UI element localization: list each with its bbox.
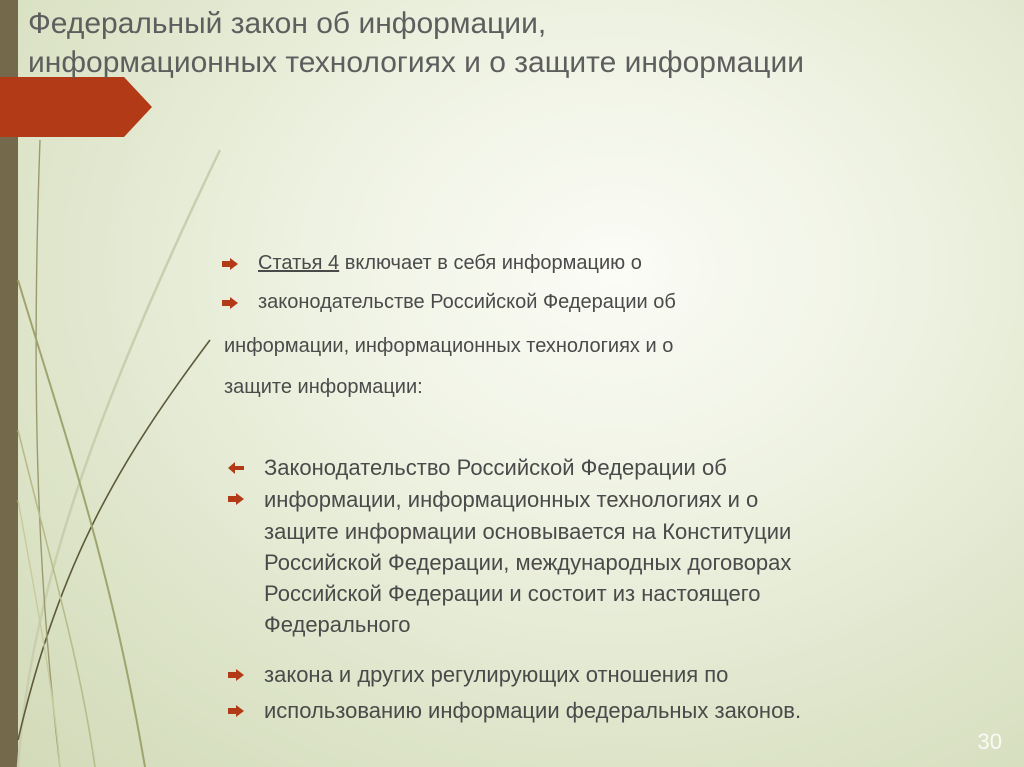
block1-line-1 — [258, 250, 642, 276]
bullet-arrow-right-icon — [222, 297, 238, 309]
article-4-link[interactable]: Статья 4 — [258, 252, 340, 274]
block2-line-4: Российской Федерации, международных договорах — [264, 550, 792, 575]
slide-title — [28, 4, 1018, 82]
block1-line-2: законодательстве Российской Федерации об — [258, 291, 676, 313]
block2-line-3: защите информации основывается на Конституции — [264, 519, 792, 544]
block1-line-1-text: включает в себя информацию о — [339, 252, 642, 274]
block1-line-3: информации, информационных технологиях и о — [224, 335, 674, 357]
slide-title-line-2: информационных технологиях и о защите информации — [28, 46, 804, 79]
block2-line-2: информации, информационных технологиях и о — [264, 487, 759, 512]
bullet-arrow-right-icon — [228, 493, 244, 505]
slide-title-line-1: Федеральный закон об информации, — [28, 7, 547, 40]
block2-line-7: закона и других регулирующих отношения по — [264, 662, 729, 687]
block2-line-1: Законодательство Российской Федерации об — [264, 455, 727, 480]
page-number: 30 — [977, 729, 1002, 754]
bullet-arrow-right-icon — [228, 669, 244, 681]
bullet-arrow-right-icon — [222, 258, 238, 270]
block1-line-4: защите информации: — [224, 376, 423, 398]
block2-line-5: Российской Федерации и состоит из настоящего — [264, 581, 761, 606]
bullet-arrow-right-icon — [228, 705, 244, 717]
block2-line-6: Федерального — [264, 612, 411, 637]
block2-line-8: использованию информации федеральных законов. — [264, 698, 802, 723]
red-banner-shape — [0, 77, 152, 137]
bullet-arrow-left-icon — [228, 462, 244, 474]
